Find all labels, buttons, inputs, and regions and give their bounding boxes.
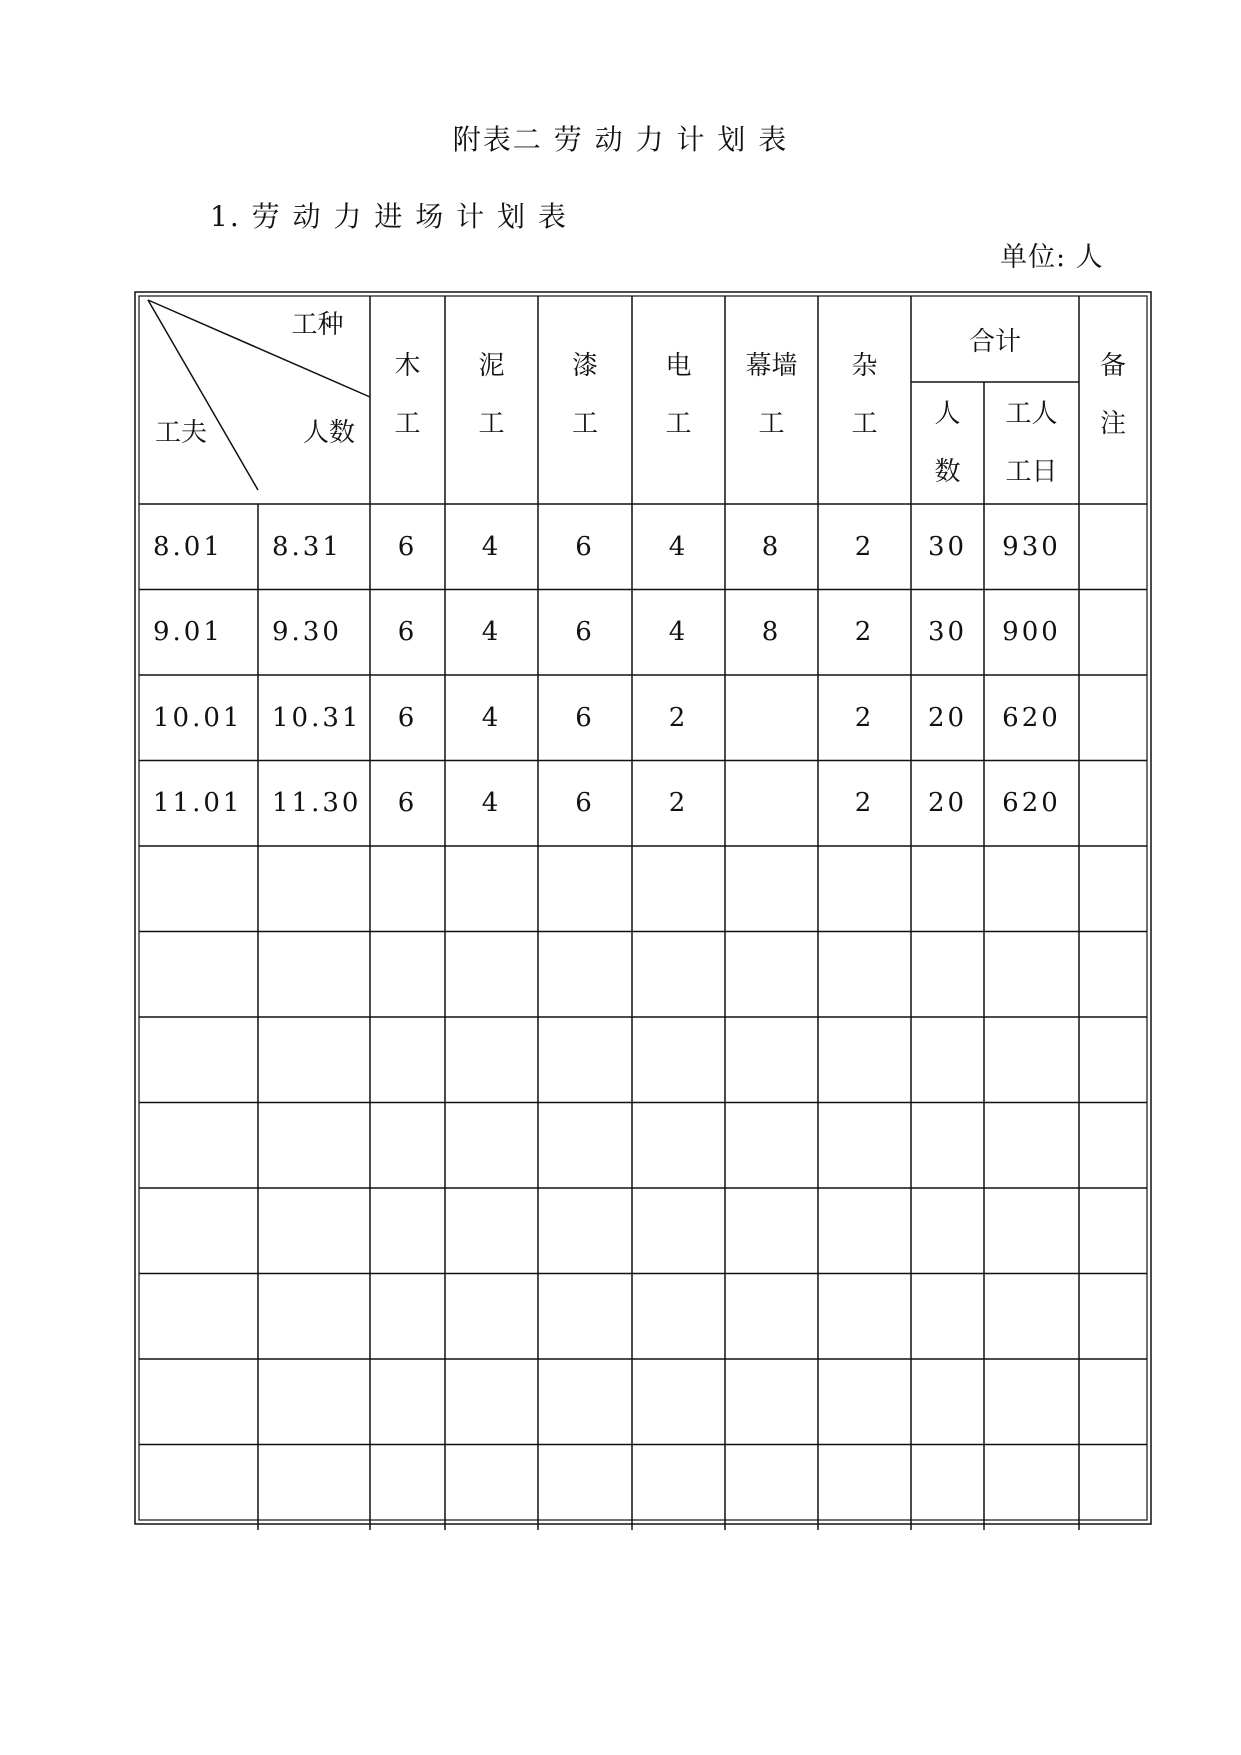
table-cell	[538, 1188, 632, 1274]
table-cell	[911, 1359, 984, 1445]
header-misc	[818, 330, 911, 460]
table-cell	[445, 675, 538, 761]
table-cell-value: 11.30	[272, 788, 362, 819]
corner-label-trade	[270, 300, 365, 344]
table-cell	[632, 1445, 725, 1531]
unit-label: 单位: 人	[1000, 242, 1104, 273]
table-cell	[1079, 504, 1147, 590]
table-cell-value: 8.01	[153, 531, 223, 562]
table-cell-value: 6	[575, 788, 595, 819]
table-cell	[445, 1188, 538, 1274]
table-cell	[725, 1188, 818, 1274]
table-cell	[911, 932, 984, 1018]
table-cell	[1079, 846, 1147, 932]
table-cell	[725, 1274, 818, 1360]
table-cell-value: 30	[927, 617, 968, 648]
table-cell	[370, 1017, 445, 1103]
table-cell	[1079, 590, 1147, 676]
table-cell	[984, 932, 1079, 1018]
table-cell	[139, 590, 258, 676]
table-cell-value: 6	[397, 617, 418, 648]
header-painter-line: 工	[571, 409, 598, 439]
table-cell	[139, 1445, 258, 1531]
table-cell	[911, 504, 984, 590]
header-total-workdays-line: 工人	[1005, 399, 1058, 429]
table-cell-value: 4	[668, 531, 689, 562]
header-total-workdays	[984, 382, 1079, 504]
table-cell	[911, 675, 984, 761]
table-cell	[538, 675, 632, 761]
table-cell	[258, 1359, 370, 1445]
table-cell	[139, 761, 258, 847]
header-total-workdays-line: 工日	[1005, 457, 1058, 487]
document-title: 附表二 劳 动 力 计 划 表	[452, 123, 789, 156]
table-cell-value: 8.31	[272, 531, 342, 562]
table-cell	[818, 675, 911, 761]
table-cell	[984, 1274, 1079, 1360]
table-cell-value: 900	[1002, 617, 1061, 648]
corner-count-text: 人数	[302, 417, 355, 448]
table-cell	[1079, 932, 1147, 1018]
table-cell	[632, 675, 725, 761]
table-cell	[632, 504, 725, 590]
table-cell	[139, 675, 258, 761]
table-cell	[445, 932, 538, 1018]
table-cell-value: 4	[481, 702, 502, 733]
table-cell-value: 4	[668, 617, 689, 648]
table-cell	[445, 1445, 538, 1531]
table-cell	[139, 504, 258, 590]
table-cell	[370, 1274, 445, 1360]
header-curtain-wall	[725, 330, 818, 460]
table-cell	[258, 590, 370, 676]
header-mason	[445, 330, 538, 460]
corner-period-text: 工夫	[154, 417, 207, 448]
table-cell	[139, 1359, 258, 1445]
table-cell	[818, 1274, 911, 1360]
table-cell	[258, 1274, 370, 1360]
table-cell-value: 6	[575, 702, 595, 733]
table-cell	[258, 504, 370, 590]
table-cell	[538, 932, 632, 1018]
table-cell-value: 620	[1002, 702, 1061, 733]
table-cell	[818, 932, 911, 1018]
table-cell	[258, 761, 370, 847]
table-cell	[538, 1445, 632, 1531]
table-cell	[370, 932, 445, 1018]
table-cell	[258, 1445, 370, 1531]
table-cell	[370, 1103, 445, 1189]
table-cell	[538, 761, 632, 847]
table-cell-value: 20	[927, 788, 968, 819]
table-cell-value: 6	[575, 617, 595, 648]
table-cell	[258, 932, 370, 1018]
table-cell	[258, 675, 370, 761]
table-cell	[370, 1188, 445, 1274]
table-cell	[984, 590, 1079, 676]
header-carpenter-line: 工	[394, 409, 421, 439]
table-cell	[1079, 1445, 1147, 1531]
header-remarks-line: 备	[1099, 351, 1126, 381]
table-cell	[725, 761, 818, 847]
header-painter-line: 漆	[571, 351, 598, 381]
table-cell	[725, 1103, 818, 1189]
header-mason-line: 工	[478, 409, 505, 439]
table-cell-value: 8	[761, 531, 782, 562]
table-cell-value: 8	[761, 617, 782, 648]
table-cell-value: 6	[575, 531, 595, 562]
table-cell	[370, 846, 445, 932]
corner-label-period	[146, 404, 216, 456]
table-cell	[725, 1445, 818, 1531]
table-cell	[984, 846, 1079, 932]
table-cell	[139, 932, 258, 1018]
table-cell	[911, 1017, 984, 1103]
table-cell	[911, 761, 984, 847]
table-cell	[632, 846, 725, 932]
table-cell-value: 10.01	[153, 702, 243, 733]
table-cell-value: 930	[1002, 531, 1061, 562]
header-misc-line: 杂	[851, 351, 878, 381]
table-cell	[445, 761, 538, 847]
table-cell	[632, 761, 725, 847]
table-cell	[632, 1188, 725, 1274]
header-total-text: 合计	[968, 326, 1021, 357]
table-cell	[984, 1103, 1079, 1189]
header-carpenter-line: 木	[394, 351, 421, 381]
corner-trade-text: 工种	[291, 309, 344, 340]
table-cell	[818, 1445, 911, 1531]
table-cell	[632, 1103, 725, 1189]
table-cell	[445, 846, 538, 932]
table-cell	[818, 846, 911, 932]
table-cell	[445, 1103, 538, 1189]
table-cell	[725, 675, 818, 761]
table-cell-value: 2	[854, 702, 875, 733]
table-cell	[370, 761, 445, 847]
table-cell-value: 11.01	[153, 788, 243, 819]
table-cell	[1079, 675, 1147, 761]
table-cell-value: 6	[397, 531, 418, 562]
table-cell	[984, 1017, 1079, 1103]
table-cell	[1079, 1017, 1147, 1103]
header-misc-line: 工	[851, 409, 878, 439]
table-cell-value: 30	[927, 531, 968, 562]
table-cell	[538, 1274, 632, 1360]
table-cell	[818, 1359, 911, 1445]
table-cell	[538, 504, 632, 590]
table-cell	[818, 1017, 911, 1103]
table-cell	[445, 1274, 538, 1360]
table-cell	[725, 590, 818, 676]
section-title: 1. 劳 动 力 进 场 计 划 表	[210, 200, 568, 233]
table-cell	[1079, 1359, 1147, 1445]
table-cell	[370, 1445, 445, 1531]
table-cell	[984, 1445, 1079, 1531]
table-cell	[370, 1359, 445, 1445]
table-cell	[984, 675, 1079, 761]
table-cell	[911, 1103, 984, 1189]
header-carpenter	[370, 330, 445, 460]
table-cell-value: 4	[481, 531, 502, 562]
header-electrician	[632, 330, 725, 460]
table-cell	[818, 1188, 911, 1274]
table-cell	[139, 1017, 258, 1103]
table-cell	[984, 504, 1079, 590]
corner-label-count	[290, 404, 368, 456]
table-cell-value: 9.30	[272, 617, 342, 648]
header-painter	[538, 330, 632, 460]
table-cell	[258, 846, 370, 932]
table-cell	[911, 1445, 984, 1531]
header-total-people-line: 数	[934, 457, 961, 487]
table-cell	[139, 1103, 258, 1189]
header-total-people-line: 人	[934, 399, 961, 429]
header-electrician-line: 电	[665, 351, 692, 381]
table-cell	[445, 1359, 538, 1445]
table-cell	[445, 1017, 538, 1103]
table-cell	[370, 675, 445, 761]
table-cell-value: 4	[481, 617, 502, 648]
table-cell	[538, 1359, 632, 1445]
table-cell	[370, 504, 445, 590]
table-cell-value: 6	[397, 788, 418, 819]
table-cell	[818, 590, 911, 676]
table-cell	[632, 1017, 725, 1103]
table-cell	[984, 761, 1079, 847]
table-cell	[632, 1274, 725, 1360]
header-total-people	[911, 382, 984, 504]
header-remarks-line: 注	[1099, 409, 1126, 439]
header-curtain-wall-line: 工	[758, 409, 785, 439]
table-cell	[725, 932, 818, 1018]
table-cell-value: 2	[854, 617, 875, 648]
table-cell-value: 2	[854, 788, 875, 819]
header-remarks	[1079, 330, 1147, 460]
table-cell-value: 6	[397, 702, 418, 733]
table-cell	[725, 846, 818, 932]
table-cell-value: 620	[1002, 788, 1061, 819]
table-cell	[818, 1103, 911, 1189]
table-cell	[984, 1188, 1079, 1274]
table-cell	[1079, 1188, 1147, 1274]
table-cell	[370, 590, 445, 676]
table-cell	[258, 1188, 370, 1274]
table-cell	[139, 846, 258, 932]
table-cell	[258, 1103, 370, 1189]
table-cell	[911, 846, 984, 932]
header-mason-line: 泥	[478, 351, 505, 381]
table-cell	[1079, 761, 1147, 847]
table-cell	[538, 846, 632, 932]
table-cell	[911, 1274, 984, 1360]
table-cell	[1079, 1103, 1147, 1189]
table-cell	[445, 504, 538, 590]
table-cell-value: 2	[668, 702, 689, 733]
table-cell-value: 20	[927, 702, 968, 733]
table-cell	[632, 1359, 725, 1445]
table-cell	[139, 1274, 258, 1360]
table-cell	[1079, 1274, 1147, 1360]
table-cell	[818, 761, 911, 847]
table-cell-value: 2	[668, 788, 689, 819]
table-cell	[725, 1017, 818, 1103]
table-cell-value: 9.01	[153, 617, 223, 648]
header-electrician-line: 工	[665, 409, 692, 439]
table-cell	[984, 1359, 1079, 1445]
table-cell	[911, 1188, 984, 1274]
table-cell-value: 2	[854, 531, 875, 562]
table-cell	[445, 590, 538, 676]
header-curtain-wall-line: 幕墙	[745, 351, 798, 381]
table-cell	[632, 590, 725, 676]
table-cell	[538, 590, 632, 676]
table-cell	[911, 590, 984, 676]
table-cell	[258, 1017, 370, 1103]
table-cell-value: 10.31	[272, 702, 362, 733]
table-cell	[538, 1103, 632, 1189]
table-cell	[818, 504, 911, 590]
table-cell	[538, 1017, 632, 1103]
table-cell	[725, 1359, 818, 1445]
table-cell	[725, 504, 818, 590]
table-cell-value: 4	[481, 788, 502, 819]
table-cell	[139, 1188, 258, 1274]
table-cell	[632, 932, 725, 1018]
header-total	[911, 296, 1079, 382]
